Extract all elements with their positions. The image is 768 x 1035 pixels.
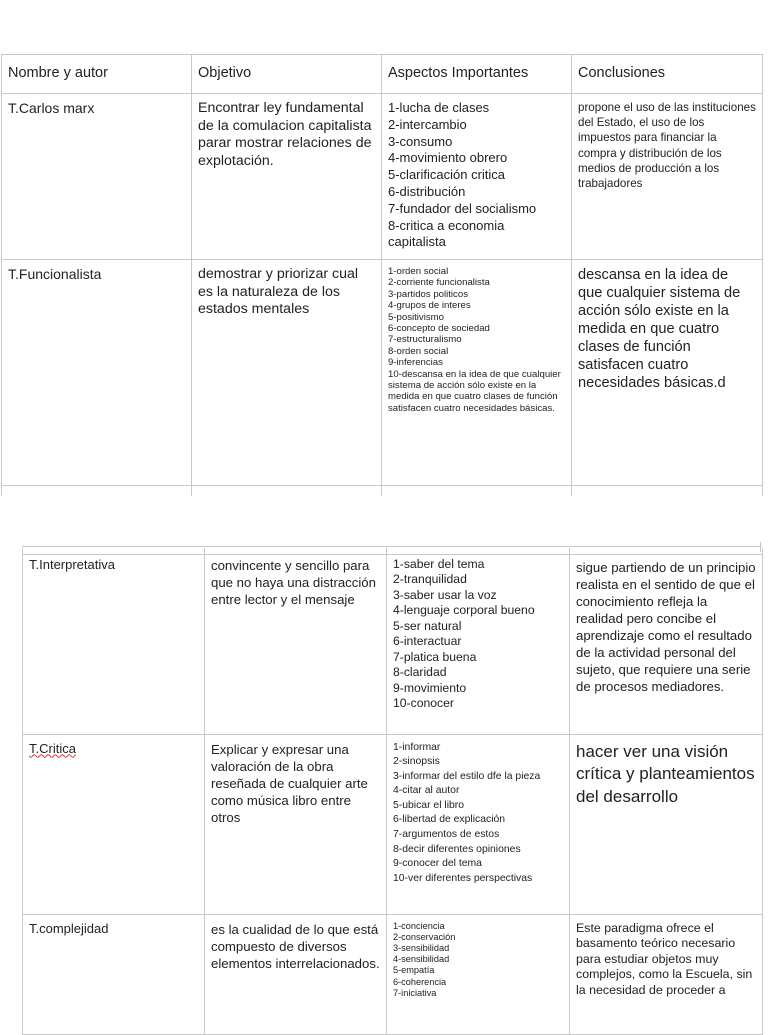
list-item: 5-positivismo: [388, 311, 444, 323]
list-item: 7-fundador del socialismo: [388, 200, 537, 216]
table-row-cut: [2, 486, 763, 497]
list-item: 4-movimiento obrero: [388, 150, 508, 166]
comparison-table-1: [1, 54, 763, 496]
row-conclusion: Este paradigma ofrece el basamento teórico necesario para estudiar objetos muy complejos, como la Escuela, sin la necesidad de proceder a: [570, 914, 763, 1034]
row-objective: convincente y sencillo para que no haya una distracción entre lector y el mensaje: [205, 554, 387, 734]
list-item: 2-intercambio: [388, 116, 467, 132]
table-row: [23, 914, 763, 1034]
list-item: 4-grupos de interes: [388, 300, 471, 312]
list-item: 2-tranquilidad: [393, 572, 467, 586]
list-item: 2-corriente funcionalista: [388, 277, 490, 289]
row-objective: es la cualidad de lo que está compuesto de diversos elementos interrelacionados.: [205, 914, 387, 1034]
list-item: 1-informar: [393, 741, 441, 753]
list-item: 1-saber del tema: [393, 556, 485, 571]
list-item: 7-platica buena: [393, 649, 477, 664]
row-name: T.Interpretativa: [23, 554, 205, 734]
list-item: 1-orden social: [388, 266, 449, 277]
row-name: T.complejidad: [23, 914, 205, 1034]
row-objective: demostrar y priorizar cual es la naturaleza de los estados mentales: [192, 260, 382, 486]
row-objective: Encontrar ley fundamental de la comulacion capitalista parar mostrar relaciones de explotación.: [192, 94, 382, 260]
list-item: 8-critica a economia capitalista: [388, 217, 505, 250]
row-name-text: T.Critica: [29, 740, 76, 756]
list-item: 3-sensibilidad: [393, 942, 450, 953]
list-item: 5-clarificación critica: [388, 167, 506, 183]
row-name: T.Funcionalista: [2, 260, 192, 486]
list-item: 7-iniciativa: [393, 987, 437, 998]
list-item: 3-consumo: [388, 133, 453, 149]
list-item: 9-inferencias: [388, 357, 443, 369]
header-nombre: Nombre y autor: [2, 55, 192, 94]
list-item: 7-argumentos de estos: [393, 829, 500, 841]
list-item: 6-libertad de explicación: [393, 814, 506, 826]
row-aspects: [387, 914, 570, 1034]
row-name: T.Carlos marx: [2, 94, 192, 260]
row-conclusion: hacer ver una visión crítica y planteamientos del desarrollo: [570, 734, 763, 914]
list-item: 4-citar al autor: [393, 785, 460, 797]
list-item: 5-ubicar el libro: [393, 799, 465, 811]
list-item: 10-conocer: [393, 696, 454, 710]
list-item: 8-decir diferentes opiniones: [393, 843, 521, 855]
list-item: 6-coherencia: [393, 976, 447, 987]
row-aspects: [387, 734, 570, 914]
list-item: 6-interactuar: [393, 634, 462, 648]
row-conclusion: propone el uso de las instituciones del Estado, el uso de los impuestos para financiar la compra y distribución de los medios de producción a los trabajadores: [572, 94, 763, 260]
row-aspects: [382, 94, 572, 260]
list-item: 8-orden social: [388, 345, 449, 357]
list-item: 3-saber usar la voz: [393, 587, 497, 602]
header-objetivo: Objetivo: [192, 55, 382, 94]
header-conclusiones: Conclusiones: [572, 55, 763, 94]
list-item: 1-conciencia: [393, 920, 445, 931]
list-item: 4-sensibilidad: [393, 954, 450, 965]
list-item: 3-informar del estilo dfe la pieza: [393, 770, 541, 782]
list-item: 6-distribución: [388, 183, 466, 199]
list-item: 6-concepto de sociedad: [388, 323, 490, 335]
header-row: [2, 55, 763, 94]
list-item: 7-estructuralismo: [388, 334, 462, 346]
list-item: 1-lucha de clases: [388, 100, 490, 115]
list-item: 10-ver diferentes perspectivas: [393, 872, 533, 884]
row-conclusion: sigue partiendo de un principio realista en el sentido de que el conocimiento refleja la realidad pero concibe el aprendizaje como el resultado de la actividad personal del sujeto, que requiere una serie de procesos mediadores.: [570, 554, 763, 734]
list-item: 10-descansa en la idea de que cualquier sistema de acción sólo existe en la medida en que cuatro clases de función satisfacen cuatro necesidades básicas.: [388, 368, 561, 414]
list-item: 2-conservación: [393, 931, 456, 942]
row-aspects: [387, 554, 570, 734]
header-aspectos: Aspectos Importantes: [382, 55, 572, 94]
list-item: 9-movimiento: [393, 680, 467, 695]
row-name: [23, 734, 205, 914]
comparison-table-2: [22, 548, 763, 1035]
table-row: [2, 94, 763, 260]
list-item: 8-claridad: [393, 665, 447, 679]
table-row: [23, 554, 763, 734]
list-item: 4-lenguaje corporal bueno: [393, 603, 535, 617]
table-row: [2, 260, 763, 486]
row-conclusion: descansa en la idea de que cualquier sistema de acción sólo existe en la medida en que cuatro clases de función satisfacen cuatro necesidades básicas.d: [572, 260, 763, 486]
list-item: 5-ser natural: [393, 618, 462, 633]
list-item: 2-sinopsis: [393, 756, 440, 768]
row-aspects: [382, 260, 572, 486]
list-item: 5-empatía: [393, 965, 435, 976]
row-objective: Explicar y expresar una valoración de la obra reseñada de cualquier arte como música libro entre otros: [205, 734, 387, 914]
table-row: [23, 734, 763, 914]
list-item: 9-conocer del tema: [393, 858, 482, 870]
list-item: 3-partidos politicos: [388, 288, 468, 300]
